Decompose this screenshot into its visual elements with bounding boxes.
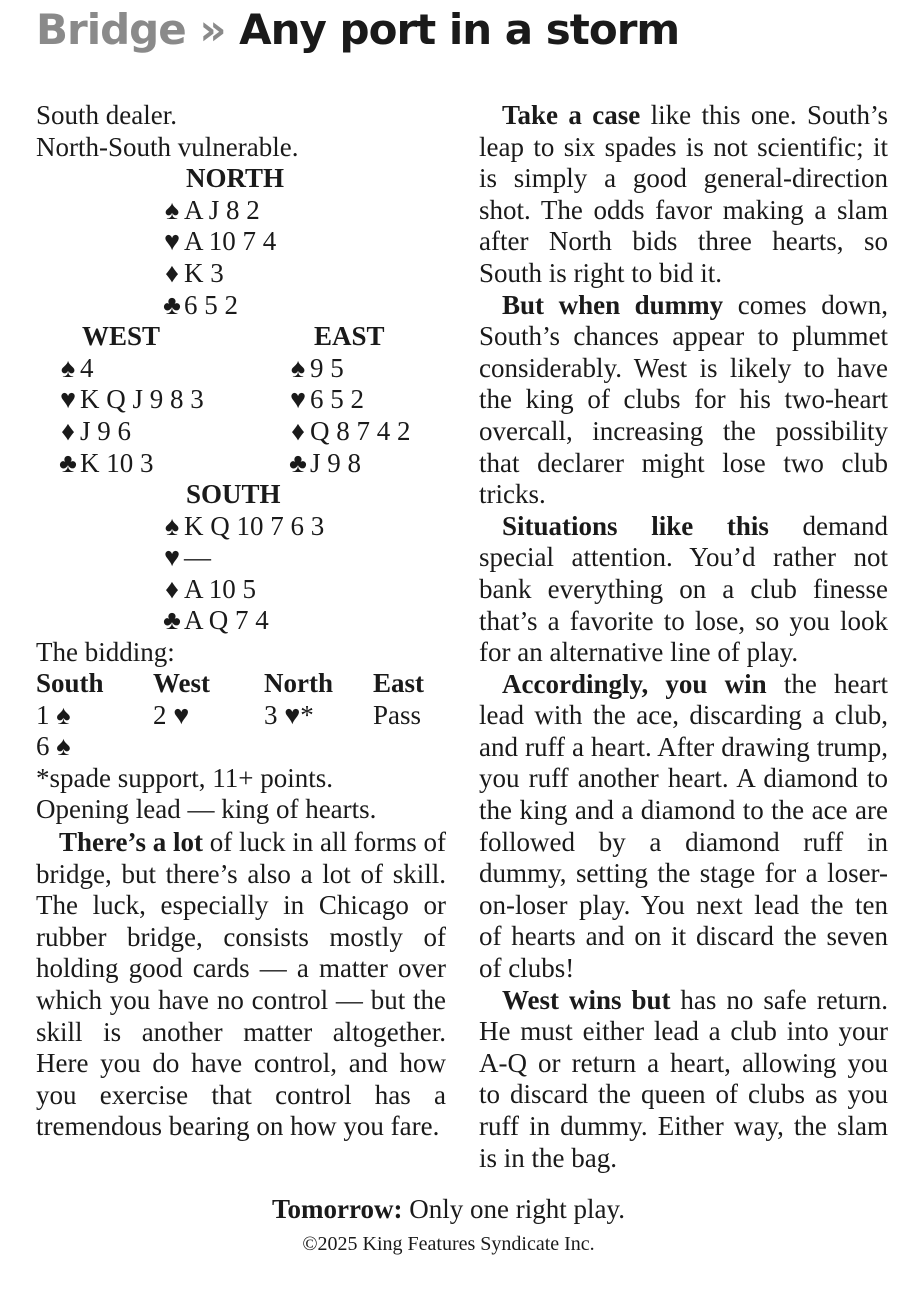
bidding-row — [36, 731, 456, 763]
west-clubs: ♣ K 10 3 — [56, 448, 204, 480]
article-paragraph: But when dummy comes down, South’s chances appear to plummet considerably. West is likely to have the king of clubs for his two-heart overcall, increasing the possibility that declarer might lose two club tricks. — [479, 289, 888, 510]
left-column-text — [36, 827, 446, 1143]
paragraph-lead: West wins but — [502, 984, 671, 1015]
south-clubs: ♣ A Q 7 4 — [160, 605, 324, 637]
bidding-header-row — [36, 668, 456, 700]
spade-icon: ♠ — [290, 352, 306, 383]
bid-cell: 2 ♥ — [153, 699, 190, 730]
west-diamonds: ♦ J 9 6 — [56, 416, 204, 448]
right-column-text — [479, 100, 888, 1174]
article-title: Any port in a storm — [239, 5, 680, 54]
bidding-row — [36, 700, 456, 732]
heart-icon: ♥ — [59, 384, 77, 415]
north-hand — [160, 195, 276, 321]
north-label: NORTH — [186, 163, 285, 194]
paragraph-lead: But when dummy — [502, 289, 724, 320]
article-paragraph: West wins but has no safe return. He must either lead a club into your A-Q or return a heart, allowing you to discard the queen of clubs as you ruff in dummy. Either way, the slam is in the bag. — [479, 984, 888, 1173]
article-paragraph: Situations like this demand special attention. You’d rather not bank everything on a club finesse that’s a favorite to lose, so you look for an alternative line of play. — [479, 510, 888, 668]
spade-icon: ♠ — [164, 194, 180, 225]
column-header — [36, 4, 679, 56]
spade-icon: ♠ — [60, 352, 76, 383]
west-hearts: ♥ K Q J 9 8 3 — [56, 384, 204, 416]
club-icon: ♣ — [289, 447, 307, 478]
heart-icon: ♥ — [163, 226, 181, 257]
west-hand — [56, 353, 204, 479]
tomorrow-text: Only one right play. — [402, 1194, 625, 1224]
north-spades: ♠ A J 8 2 — [160, 195, 276, 227]
south-hand — [160, 511, 324, 637]
club-icon: ♣ — [163, 605, 181, 636]
bid-cell: 6 ♠ — [36, 731, 71, 762]
north-clubs: ♣ 6 5 2 — [160, 290, 276, 322]
copyright-notice: ©2025 King Features Syndicate Inc. — [302, 1233, 595, 1255]
bidding-label: The bidding: — [36, 637, 175, 667]
paragraph-lead: Accordingly, you win — [502, 668, 767, 699]
bid-cell: Pass — [373, 699, 422, 730]
dealer-line: South dealer. — [36, 100, 177, 130]
diamond-icon: ♦ — [165, 257, 179, 288]
south-diamonds: ♦ A 10 5 — [160, 574, 324, 606]
deal-diagram — [36, 100, 456, 667]
heart-icon: ♥ — [289, 384, 307, 415]
east-hearts: ♥ 6 5 2 — [286, 384, 411, 416]
south-hearts: ♥ — — [160, 542, 324, 574]
paragraph-lead: There’s a lot — [59, 827, 203, 857]
tomorrow-label: Tomorrow: — [272, 1194, 403, 1224]
east-diamonds: ♦ Q 8 7 4 2 — [286, 416, 411, 448]
diamond-icon: ♦ — [61, 415, 75, 446]
vulnerability-line: North-South vulnerable. — [36, 131, 299, 162]
bidding-header: East — [373, 668, 425, 698]
bidding-table — [36, 668, 456, 826]
south-spades: ♠ K Q 10 7 6 3 — [160, 511, 324, 543]
tomorrow-teaser — [0, 1194, 897, 1226]
east-label: EAST — [314, 321, 385, 351]
bidding-footnote: *spade support, 11+ points. — [36, 762, 333, 793]
heart-icon: ♥ — [163, 542, 181, 573]
diamond-icon: ♦ — [165, 573, 179, 604]
west-spades: ♠ 4 — [56, 353, 204, 385]
spade-icon: ♠ — [164, 510, 180, 541]
diamond-icon: ♦ — [291, 415, 305, 446]
bidding-header: South — [36, 668, 104, 698]
west-label: WEST — [82, 321, 161, 351]
club-icon: ♣ — [163, 289, 181, 320]
north-diamonds: ♦ K 3 — [160, 258, 276, 290]
article-paragraph: There’s a lot of luck in all forms of bridge, but there’s also a lot of skill. The luck, especially in Chicago or rubber bridge, consists mostly of holding good cards — a matter over which you have no control — but the skill is another matter altogether. Here you do have control, and how you exercise that control has a tremendous bearing on how you fare. — [36, 827, 446, 1142]
south-label: SOUTH — [186, 479, 281, 509]
east-hand — [286, 353, 411, 479]
east-spades: ♠ 9 5 — [286, 353, 411, 385]
club-icon: ♣ — [59, 447, 77, 478]
bid-cell: 3 ♥* — [264, 699, 314, 730]
bid-cell: 1 ♠ — [36, 699, 71, 730]
north-hearts: ♥ A 10 7 4 — [160, 226, 276, 258]
east-clubs: ♣ J 9 8 — [286, 448, 411, 480]
opening-lead: Opening lead — king of hearts. — [36, 794, 377, 825]
bidding-header: North — [264, 668, 333, 698]
article-paragraph: Take a case like this one. South’s leap to six spades is not scientific; it is simply a good general-direction shot. The odds favor making a slam after North bids three hearts, so South is right to bid it. — [479, 100, 888, 288]
paragraph-lead: Take a case — [502, 100, 641, 130]
article-paragraph: Accordingly, you win the heart lead with the ace, discarding a club, and ruff a heart. After drawing trump, you ruff another heart. A diamond to the king and a diamond to the ace are followed by a diamond ruff in dummy, setting the stage for a loser-on-loser play. You next lead the ten of hearts and on it discard the seven of clubs! — [479, 668, 889, 984]
section-name: Bridge — [36, 5, 186, 54]
paragraph-lead: Situations like this — [502, 510, 769, 541]
header-separator: » — [199, 5, 226, 54]
bidding-header: West — [153, 668, 210, 698]
